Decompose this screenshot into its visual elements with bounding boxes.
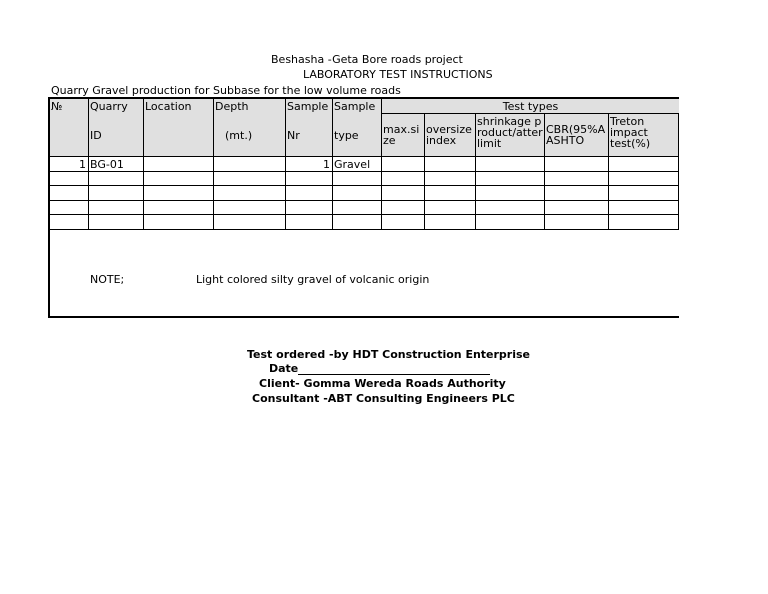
header-sample-type-label: Sample xyxy=(334,100,376,113)
consultant-line: Consultant -ABT Consulting Engineers PLC xyxy=(252,392,515,405)
row-line-3 xyxy=(50,200,679,201)
row-quarry-id[interactable]: BG-01 xyxy=(90,158,124,171)
header-cbr xyxy=(545,114,609,157)
row-line-2 xyxy=(50,185,679,186)
header-test-types-label: Test types xyxy=(502,100,559,113)
header-no xyxy=(50,99,89,157)
col-line-11 xyxy=(678,157,679,230)
header-shrinkage-label: shrinkage product/atter limit xyxy=(477,115,543,150)
header-depth-label: Depth xyxy=(215,100,249,113)
ordered-by: Test ordered -by HDT Construction Enterprise xyxy=(247,348,531,361)
header-oversize-label: oversize index xyxy=(426,123,472,147)
header-treton xyxy=(609,114,679,157)
header-quarry-label: Quarry xyxy=(90,100,128,113)
client-line: Client- Gomma Wereda Roads Authority xyxy=(259,377,506,390)
date-label: Date xyxy=(269,362,299,375)
header-depth xyxy=(214,99,286,157)
row-line-1 xyxy=(50,171,679,172)
note-label: NOTE; xyxy=(90,273,125,286)
row-line-5 xyxy=(50,229,679,230)
row-no[interactable]: 1 xyxy=(79,158,86,171)
row-line-4 xyxy=(50,214,679,215)
instructions-title: LABORATORY TEST INSTRUCTIONS xyxy=(303,68,493,81)
col-line-10 xyxy=(608,157,609,230)
header-oversize-index xyxy=(425,114,476,157)
header-no-label: № xyxy=(51,100,63,113)
note-text: Light colored silty gravel of volcanic origin xyxy=(196,273,430,286)
header-location-label: Location xyxy=(145,100,192,113)
header-nr-label: Nr xyxy=(287,129,300,142)
header-test-types xyxy=(382,99,679,114)
project-title: Beshasha -Geta Bore roads project xyxy=(271,53,463,66)
header-depth-unit: (mt.) xyxy=(225,129,253,142)
table-bottom-border xyxy=(48,316,679,318)
header-treton-label: Treton impact test(%) xyxy=(610,115,651,150)
header-id-label: ID xyxy=(90,129,102,142)
row-sample-type[interactable]: Gravel xyxy=(334,158,371,171)
col-line-1 xyxy=(88,157,89,230)
header-location xyxy=(144,99,214,157)
header-type-label: type xyxy=(334,129,359,142)
header-cbr-label: CBR(95%AASHTO xyxy=(546,123,606,147)
header-sample-label: Sample xyxy=(287,100,329,113)
col-line-3 xyxy=(213,157,214,230)
header-quarry-id xyxy=(89,99,144,157)
col-line-6 xyxy=(381,157,382,230)
header-sample-nr xyxy=(286,99,333,157)
table-subtitle: Quarry Gravel production for Subbase for the low volume roads xyxy=(51,84,401,97)
col-line-5 xyxy=(332,157,333,230)
col-line-9 xyxy=(544,157,545,230)
header-shrinkage xyxy=(476,114,545,157)
header-max-size-label: max.size xyxy=(383,123,420,147)
date-line[interactable] xyxy=(298,374,490,375)
header-sample-type xyxy=(333,99,382,157)
row-sample-nr[interactable]: 1 xyxy=(323,158,330,171)
header-max-size xyxy=(382,114,425,157)
col-line-2 xyxy=(143,157,144,230)
col-line-7 xyxy=(424,157,425,230)
col-line-8 xyxy=(475,157,476,230)
